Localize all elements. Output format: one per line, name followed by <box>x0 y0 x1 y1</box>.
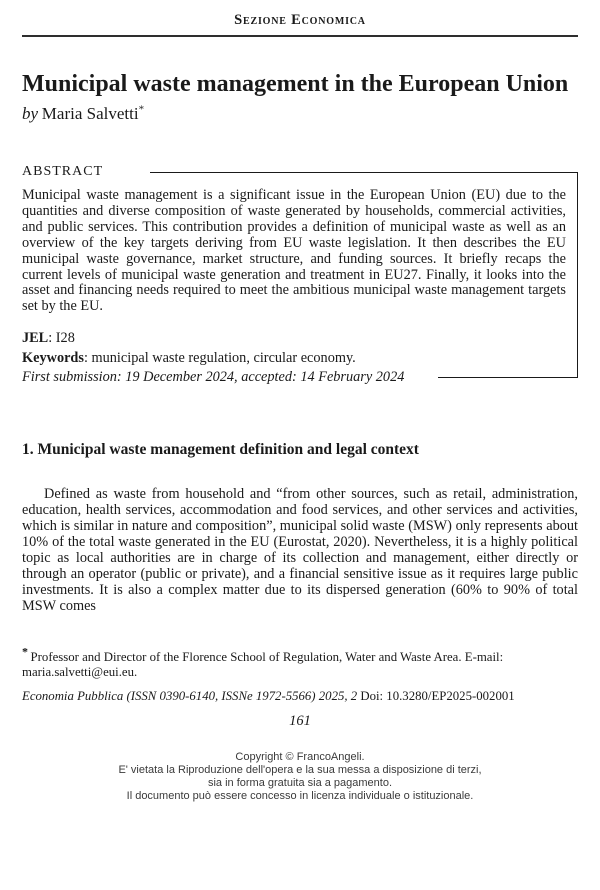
abstract-label: ABSTRACT <box>22 164 104 179</box>
journal-doi: Doi: 10.3280/EP2025-002001 <box>360 689 515 704</box>
footnote-text: Professor and Director of the Florence School of Regulation, Water and Waste Area. E-mail: maria.salvetti@eui.eu. <box>22 650 504 680</box>
abstract-frame-right-line <box>577 172 578 378</box>
copyright-line: Copyright © FrancoAngeli. <box>235 751 365 764</box>
jel-value: : I28 <box>48 330 75 347</box>
copyright-notice <box>0 751 600 803</box>
body-paragraph: Defined as waste from household and “from other sources, such as retail, administration, education, health services, accommodation and food services, and other services and activities, which is similar in nature and composition”, municipal solid waste (MSW) only represents about 10% of the total waste generated in the EU (Eurostat, 2020). Nevertheless, it is a highly political topic as local authorities are in charge of its collection and management, either directly or through an operator (public or private), and a financial sensitive issue as it requires large public investments. It is also a complex matter due to its dispersed generation (60% to 90% of total MSW comes <box>22 486 578 615</box>
jel-line <box>22 328 578 348</box>
author-footnote-marker: * <box>138 103 145 116</box>
byline-by-word: by <box>22 104 39 123</box>
article-title: Municipal waste management in the European Union <box>22 71 569 97</box>
abstract-text: Municipal waste management is a significant issue in the European Union (EU) due to the quantities and diverse composition of waste generated by households, commercial activities, and public services. This contribution provides a definition of municipal waste as well as an overview of the key targets deriving from EU waste legislation. It then describes the EU municipal waste governance, market structure, and funding sources. It briefly recaps the current levels of municipal waste generation and treatment in EU27. Finally, it looks into the asset and financing needs required to meet the ambitious municipal waste management targets set by the EU. <box>22 187 566 315</box>
author-name: Maria Salvetti <box>41 104 139 123</box>
byline <box>22 104 578 124</box>
footnote-marker: * <box>22 644 28 659</box>
copyright-line: Il documento può essere concesso in licenza individuale o istituzionale. <box>126 790 474 803</box>
keywords-label: Keywords <box>22 350 84 367</box>
page-number: 161 <box>289 713 311 730</box>
submission-dates: First submission: 19 December 2024, accepted: 14 February 2024 <box>22 369 405 386</box>
abstract-frame-top-line <box>150 172 578 173</box>
abstract-frame-bottom-line <box>438 377 578 378</box>
jel-label: JEL <box>22 330 49 347</box>
header-rule <box>22 35 578 37</box>
section-heading: 1. Municipal waste management definition and legal context <box>22 441 419 459</box>
footnote <box>22 644 578 680</box>
journal-identification <box>22 689 578 704</box>
running-head-section-label: Sezione Economica <box>234 12 366 28</box>
abstract-box <box>22 164 578 387</box>
keywords-value: : municipal waste regulation, circular economy. <box>83 350 356 367</box>
keywords-line <box>22 348 578 368</box>
journal-name-issn: Economia Pubblica (ISSN 0390-6140, ISSNe 1972-5566) 2025, 2 <box>22 689 358 704</box>
copyright-line: sia in forma gratuita sia a pagamento. <box>207 777 393 790</box>
copyright-line: E' vietata la Riproduzione dell'opera e la sua messa a disposizione di terzi, <box>118 764 482 777</box>
